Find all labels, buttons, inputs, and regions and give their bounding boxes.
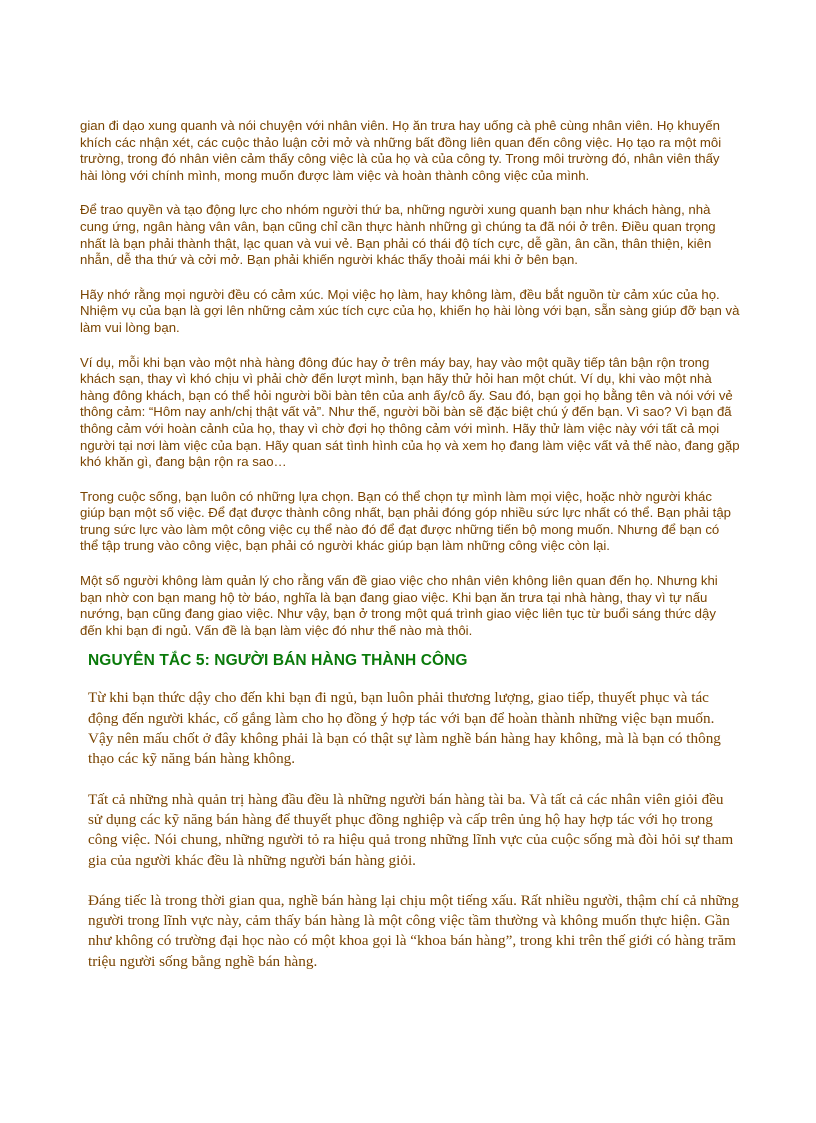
document-page [80, 118, 740, 992]
paragraph: Hãy nhớ rằng mọi người đều có cảm xúc. Mọi việc họ làm, hay không làm, đều bắt nguồn từ cảm xúc của họ. Nhiệm vụ của bạn là gợi lên những cảm xúc tích cực của họ, khiến họ hài lòng với bạn, sẵn sàng giúp đỡ bạn và làm vui lòng bạn. [80, 286, 740, 335]
paragraph: Trong cuộc sống, bạn luôn có những lựa chọn. Bạn có thể chọn tự mình làm mọi việc, hoặc nhờ người khác giúp bạn một số việc. Để đạt được thành công nhất, bạn phải đóng góp nhiều sức lực nhất có thể. Bạn phải tập trung sức lực vào làm một công việc cụ thể nào đó để đạt được những tiến bộ mong muốn. Nhưng để bạn có thể tập trung vào công việc, bạn phải có người khác giúp bạn làm những công việc còn lại. [80, 488, 731, 554]
paragraph: Một số người không làm quản lý cho rằng vấn đề giao việc cho nhân viên không liên quan đến họ. Nhưng khi bạn nhờ con bạn mang hộ tờ báo, nghĩa là bạn đang giao việc. Khi bạn ăn trưa tại nhà hàng, thay vì tự nấu nướng, bạn cũng đang giao việc. Như vậy, bạn ở trong một quá trình giao việc liên tục từ buổi sáng thức dậy đến khi bạn đi ngủ. Vấn đề là bạn làm việc đó như thế nào mà thôi. [80, 573, 718, 638]
paragraph: Đáng tiếc là trong thời gian qua, nghề bán hàng lại chịu một tiếng xấu. Rất nhiều người, thậm chí cả những người trong lĩnh vực này, cảm thấy bán hàng là một công việc tầm thường và không muốn thực hiện. Gần như không có trường đại học nào có một khoa gọi là “khoa bán hàng”, trong khi trên thế giới có hàng trăm triệu người sống bằng nghề bán hàng. [88, 891, 739, 970]
paragraph: Từ khi bạn thức dậy cho đến khi bạn đi ngủ, bạn luôn phải thương lượng, giao tiếp, thuyết phục và tác động đến người khác, cố gắng làm cho họ đồng ý hợp tác với bạn để hoàn thành những việc bạn muốn. Vậy nên mấu chốt ở đây không phải là bạn có thật sự làm nghề bán hàng hay không, mà là bạn có thông thạo các kỹ năng bán hàng không. [88, 689, 721, 768]
paragraph: gian đi dạo xung quanh và nói chuyện với nhân viên. Họ ăn trưa hay uống cà phê cùng nhân viên. Họ khuyến khích các nhận xét, các cuộc thảo luận cởi mở và những bất đồng liên quan đến công việc. Họ tạo ra một môi trường, trong đó nhân viên cảm thấy công việc là của họ và của công ty. Trong môi trường đó, nhân viên thấy hài lòng với chính mình, mong muốn được làm việc và hoàn thành công việc của mình. [80, 118, 722, 183]
section-heading: NGUYÊN TẮC 5: NGƯỜI BÁN HÀNG THÀNH CÔNG [88, 652, 468, 670]
paragraph: Ví dụ, mỗi khi bạn vào một nhà hàng đông đúc hay ở trên máy bay, hay vào một quầy tiếp tân bận rộn trong khách sạn, thay vì khó chịu vì phải chờ đến lượt mình, bạn hãy thử hỏi han một chút. Ví dụ, khi vào một nhà hàng đông khách, bạn có thể hỏi người bồi bàn tên của anh ấy/cô ấy. Sau đó, bạn gọi họ bằng tên và nói với vẻ thông cảm: “Hôm nay anh/chị thật vất vả”. Như thế, người bồi bàn sẽ đặc biệt chú ý đến bạn. Vì sao? Vì bạn đã thông cảm với hoàn cảnh của họ, thay vì chờ đợi họ thông cảm với mình. Hãy thử làm việc này với tất cả mọi người tại nơi làm việc của bạn. Hãy quan sát tình hình của họ và xem họ đang làm việc vất vả thế nào, đang gặp khó khăn gì, đang bận rộn ra sao… [80, 354, 740, 470]
paragraph: Tất cả những nhà quản trị hàng đầu đều là những người bán hàng tài ba. Và tất cả các nhân viên giỏi đều sử dụng các kỹ năng bán hàng để thuyết phục đồng nghiệp và cấp trên ủng hộ hay hợp tác với họ trong công việc. Nói chung, những người tỏ ra hiệu quả trong những lĩnh vực của cuộc sống mà đòi hỏi sự tham gia của người khác đều là những người bán hàng giỏi. [88, 790, 734, 869]
paragraph: Để trao quyền và tạo động lực cho nhóm người thứ ba, những người xung quanh bạn như khách hàng, nhà cung ứng, ngân hàng vân vân, bạn cũng chỉ cần thực hành những gì chúng ta đã nói ở trên. Điều quan trọng nhất là bạn phải thành thật, lạc quan và vui vẻ. Bạn phải có thái độ tích cực, dễ gần, ân cần, thân thiện, kiên nhẫn, dễ tha thứ và cởi mở. Bạn phải khiến người khác thấy thoải mái khi ở bên bạn. [80, 202, 716, 268]
section-body [88, 688, 740, 972]
